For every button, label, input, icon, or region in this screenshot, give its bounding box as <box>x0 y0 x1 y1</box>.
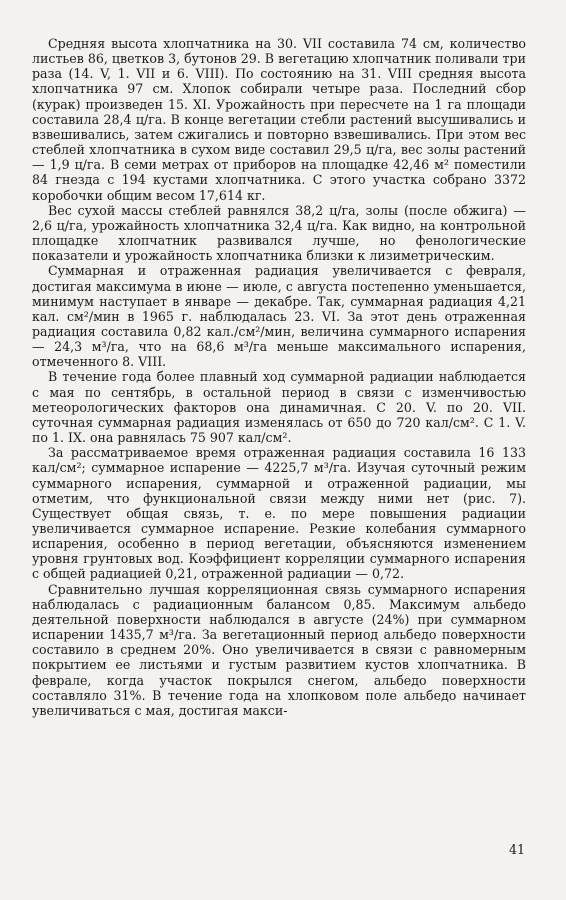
paragraph-1: Средняя высота хлопчатника на 30. VII составила 74 см, количество листьев 86, цветков 3, бутонов 29. В вегетацию хлопчатник поливали три раза (14. V, 1. VII и 6. VIII). По состоянию на 31. VIII средняя высота хлопчатника 97 см. Хлопок собирали четыре раза. Последний сбор (курак) произведен 15. XI. Урожайность при пересчете на 1 га площади составила 28,4 ц/га. В конце вегетации стебли растений высушивались и взвешивались, затем сжигались и повторно взвешивались. При этом вес стеблей хлопчатника в сухом виде составил 29,5 ц/га, вес золы растений — 1,9 ц/га. В семи метрах от приборов на площадке 42,46 м² поместили 84 гнезда с 194 кустами хлопчатника. С этого участка собрано 3372 коробочки общим весом 17,614 кг. <box>32 36 526 203</box>
paragraph-6: Сравнительно лучшая корреляционная связь суммарного испарения наблюдалась с радиационным балансом 0,85. Максимум альбедо деятельной поверхности наблюдался в августе (24%) при суммарном испарении 1435,7 м³/га. За вегетационный период альбедо поверхности составило в среднем 20%. Оно увеличивается в связи с равномерным покрытием ее листьями и густым развитием кустов хлопчатника. В феврале, когда участок покрылся снегом, альбедо поверхности составляло 31%. В течение года на хлопковом поле альбедо начинает увеличиваться с мая, достигая макси- <box>32 581 526 718</box>
paragraph-5: За рассматриваемое время отраженная радиация составила 16 133 кал/см²; суммарное испарение — 4225,7 м³/га. Изучая суточный режим суммарного испарения, суммарной и отраженной радиации, мы отметим, что функциональной связи между ними нет (рис. 7). Существует общая связь, т. е. по мере повышения радиации увеличивается суммарное испарение. Резкие колебания суммарного испарения, особенно в период вегетации, объясняются изменением уровня грунтовых вод. Коэффициент корреляции суммарного испарения с общей радиацией 0,21, отраженной радиации — 0,72. <box>32 445 526 582</box>
body-text <box>32 36 526 718</box>
paragraph-2: Вес сухой массы стеблей равнялся 38,2 ц/га, золы (после обжига) — 2,6 ц/га, урожайность хлопчатника 32,4 ц/га. Как видно, на контрольной площадке хлопчатник развивался лучше, но фенологические показатели и урожайность хлопчатника близки к лизиметрическим. <box>32 202 526 264</box>
page-number: 41 <box>508 842 525 857</box>
paragraph-4: В течение года более плавный ход суммарной радиации наблюдается с мая по сентябрь, в остальной период в связи с изменчивостью метеорологических факторов она динамичная. С 20. V. по 20. VII. суточная суммарная радиация изменялась от 650 до 720 кал/см². С 1. V. по 1. IX. она равнялась 75 907 кал/см². <box>32 369 526 446</box>
paragraph-3: Суммарная и отраженная радиация увеличивается с февраля, достигая максимума в июне — июле, с августа постепенно уменьшается, минимум наступает в январе — декабре. Так, суммарная радиация 4,21 кал. см²/мин в 1965 г. наблюдалась 23. VI. За этот день отраженная радиация составила 0,82 кал./см²/мин, величина суммарного испарения — 24,3 м³/га, что на 68,6 м³/га меньше максимального испарения, отмеченного 8. VIII. <box>32 263 526 370</box>
